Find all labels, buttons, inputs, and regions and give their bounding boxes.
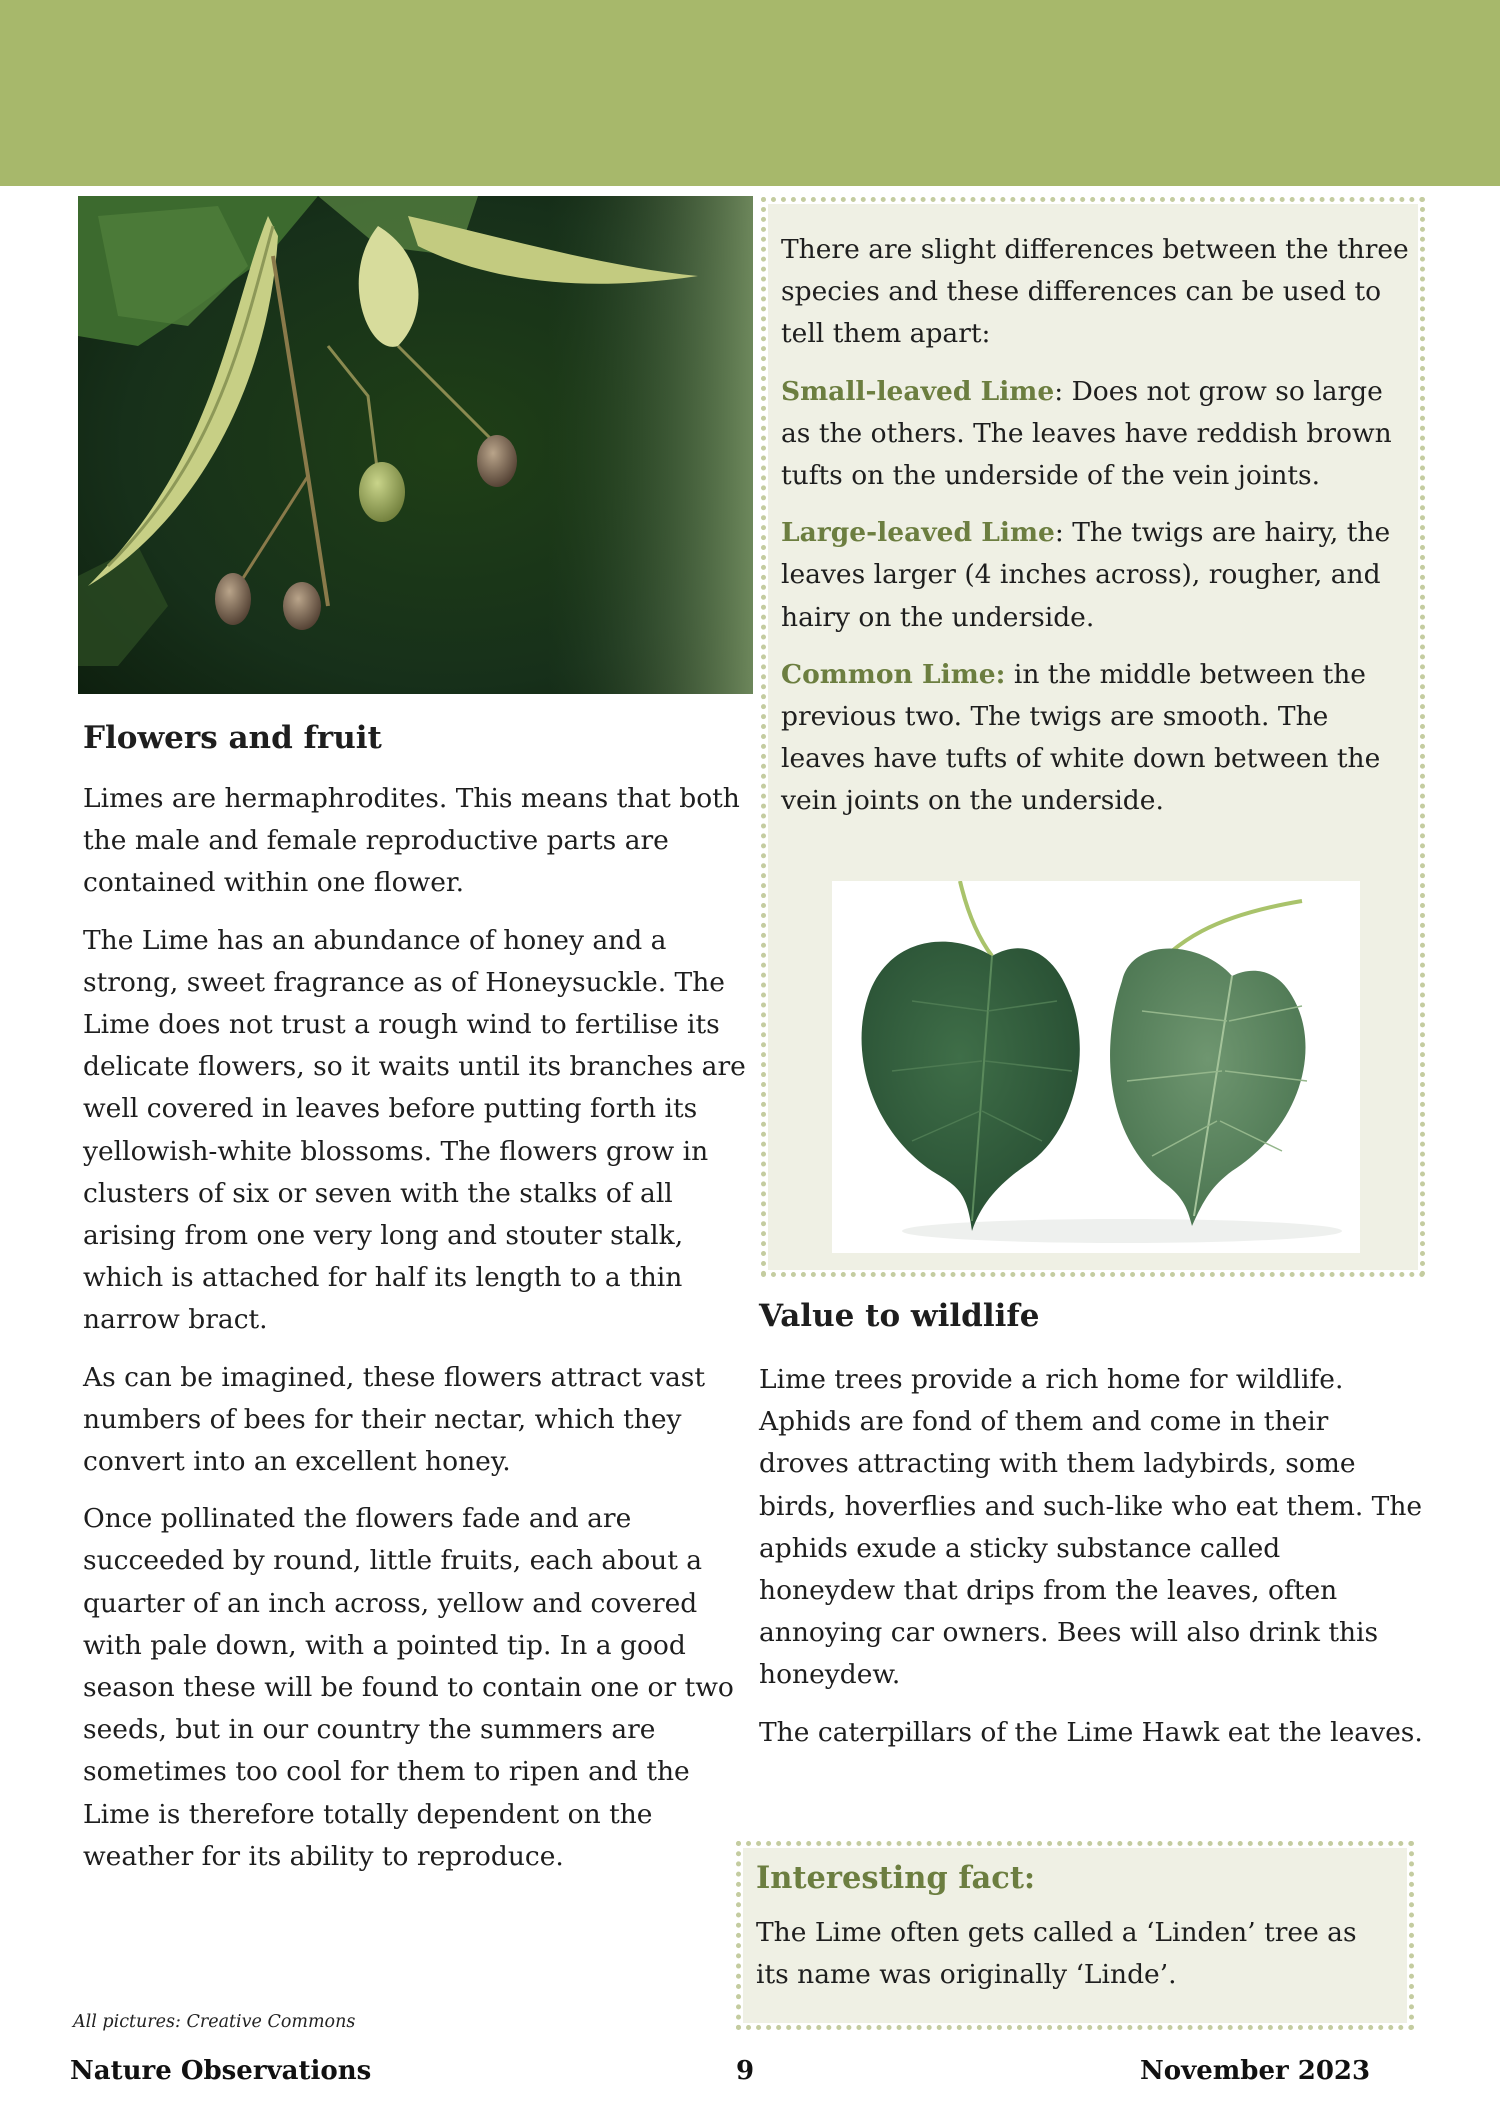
footer-date: November 2023 [1140,2056,1371,2086]
species-term: Large-leaved Lime [781,517,1055,549]
photo-credit: All pictures: Creative Commons [73,2012,356,2032]
paragraph: As can be imagined, these flowers attract vast numbers of bees for their nectar, which they convert into an excellent honey. [83,1361,706,1478]
lime-fruit-photo [78,196,753,694]
section-heading: Flowers and fruit [83,720,382,756]
species-description: Does not grow so large as the others. The leaves have reddish brown tufts on the underside of the vein joints. [781,375,1392,492]
flowers-and-fruit-section [83,716,751,1893]
lime-leaves-photo [832,881,1360,1253]
page-number: 9 [736,2056,755,2086]
section-heading: Value to wildlife [759,1298,1040,1334]
paragraph: Lime trees provide a rich home for wildlife. Aphids are fond of them and come in their droves attracting with them ladybirds, some birds, hoverflies and such-like who eat them. The aphids exude a sticky substance called honeydew that drips from the leaves, often annoying car owners. Bees will also drink this honeydew. [759,1364,1423,1691]
fact-text: The Lime often gets called a ‘Linden’ tree as its name was originally ‘Linde’. [756,1917,1357,1991]
header-band [0,0,1500,186]
species-intro: There are slight differences between the three species and these differences can be used to tell them apart: [781,234,1409,350]
paragraph: Limes are hermaphrodites. This means that both the male and female reproductive parts are contained within one flower. [83,783,740,899]
footer-publication-name: Nature Observations [70,2056,372,2086]
value-to-wildlife-section [759,1290,1424,1769]
paragraph: Once pollinated the flowers fade and are succeeded by round, little fruits, each about a quarter of an inch across, yellow and covered with pale down, with a pointed tip. In a good season these will be found to contain one or two seeds, but in our country the summers are sometimes too cool for them to ripen and the Lime is therefore totally dependent on the weather for its ability to reproduce. [83,1503,734,1872]
species-item: Small-leaved Lime: Does not grow so large as the others. The leaves have reddish brown tufts on the underside of the vein joints. [781,375,1392,492]
paragraph: The Lime has an abundance of honey and a strong, sweet fragrance as of Honeysuckle. The Lime does not trust a rough wind to fertilise its delicate flowers, so it waits until its branches are well covered in leaves before putting forth its yellowish-white blossoms. The flowers grow in clusters of six or seven with the stalks of all arising from one very long and stouter stalk, which is attached for half its length to a thin narrow bract. [83,924,746,1336]
species-item [781,654,1413,823]
paragraph: The caterpillars of the Lime Hawk eat the leaves. [759,1716,1423,1748]
species-description: The twigs are hairy, the leaves larger (4 inches across), rougher, and hairy on the underside. [781,517,1391,633]
species-item: Large-leaved Lime: The twigs are hairy, the leaves larger (4 inches across), rougher, and hairy on the underside. [781,517,1391,633]
interesting-fact-box [743,1848,1407,2023]
species-term: Common Lime: [781,658,1006,690]
species-description: in the middle between the previous two. The twigs are smooth. The leaves have tufts of white down between the vein joints on the underside. [781,658,1381,817]
fact-heading: Interesting fact: [756,1860,1036,1896]
species-term: Small-leaved Lime [781,375,1055,407]
